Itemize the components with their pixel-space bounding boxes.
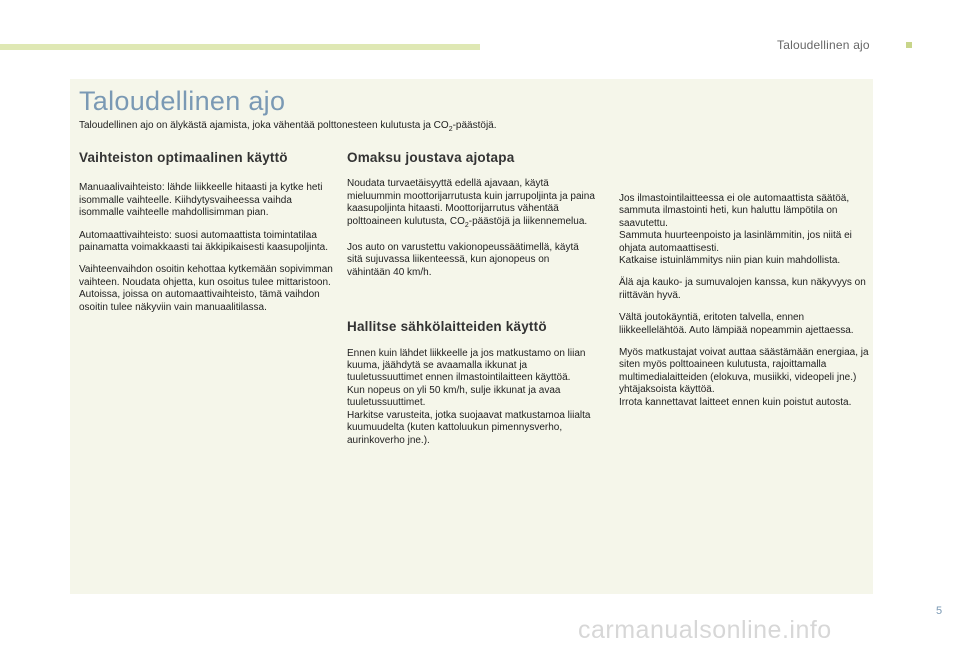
multimedia-text: Myös matkustajat voivat auttaa säästämään energiaa, ja siten myös polttoaineen kulutusta, rajoittamalla multimedialaitteiden (elokuva, musiikki, videopeli jne.) yhtäjaksoista käyttöä. (619, 347, 869, 396)
sun-protection-text: Harkitse varusteita, jotka suojaavat matkustamoa liialta kuumuudelta (kuten kattoluukun pimennysverho, aurinkoverho jne.). (347, 409, 591, 446)
paragraph-engine-braking (347, 178, 595, 232)
running-head: Taloudellinen ajo (777, 38, 870, 52)
paragraph-idling: Vältä joutokäyntiä, eritoten talvella, ennen liikkeellelähtöä. Auto lämpiää nopeammin ajettaessa. (619, 312, 854, 336)
column-gearbox (79, 152, 339, 324)
header-marker (906, 42, 912, 48)
engine-braking-text-end: -päästöjä ja liikennemelua. (468, 215, 588, 227)
heading-gearbox: Vaihteiston optimaalinen käyttö (79, 150, 288, 165)
paragraph-air-conditioning (619, 193, 869, 267)
intro-text-end: -päästöjä. (452, 120, 497, 131)
gear-indicator-auto-text: Autoissa, joissa on automaattivaihteisto, tämä vaihdon osoitin tulee näkyviin vain manuaalitilassa. (79, 289, 320, 313)
intro-text (79, 120, 859, 136)
intro-text-main: Taloudellinen ajo on älykästä ajamista, joka vähentää polttonesteen kulutusta ja CO (79, 120, 449, 131)
heading-electrical: Hallitse sähkölaitteiden käyttö (347, 319, 547, 335)
paragraph-ventilation (347, 348, 595, 447)
watermark: carmanualsonline.info (578, 616, 832, 644)
page-title: Taloudellinen ajo (79, 86, 286, 116)
paragraph-gear-indicator (79, 264, 339, 314)
ac-text: Jos ilmastointilaitteessa ei ole automaattista säätöä, sammuta ilmastointi heti, kun haluttu lämpötila on saavutettu. (619, 193, 850, 229)
column-electrical-tips (619, 193, 869, 419)
column-driving-style (347, 152, 595, 457)
header-accent-bar (0, 44, 480, 50)
paragraph-passengers (619, 347, 869, 409)
windows-text: Kun nopeus on yli 50 km/h, sulje ikkunat ja avaa tuuletussuuttimet. (347, 384, 561, 409)
paragraph-automatic-gearbox: Automaattivaihteisto: suosi automaattista toimintatilaa painamatta voimakkaasti tai äkkipikaisesti kaasupoljinta. (79, 229, 329, 254)
engine-braking-text: Noudata turvaetäisyyttä edellä ajavaan, käytä mieluummin moottorijarrutusta kuin jarrupoljinta ja paina kaasupoljinta hitaasti. Moottorijarrutus vähentää polttoaineen kulutusta, CO (347, 178, 595, 227)
intro-subscript: 2 (448, 126, 453, 133)
paragraph-manual-gearbox: Manuaalivaihteisto: lähde liikkeelle hitaasti ja kytke heti isommalle vaihteelle. Kiihdytysvaiheessa vaihda isommalle vaihteelle mahdollisimman pian. (79, 182, 323, 219)
heading-driving-style: Omaksu joustava ajotapa (347, 150, 515, 165)
demist-text: Sammuta huurteenpoisto ja lasinlämmitin, jos niitä ei ohjata automaattisesti. (619, 230, 852, 254)
gear-indicator-text: Vaihteenvaihdon osoitin kehottaa kytkemään sopivimman vaihteen. Noudata ohjetta, kun osoitus tulee mittaristoon. (79, 264, 333, 288)
paragraph-cruise-control: Jos auto on varustettu vakionopeussäätimellä, käytä sitä sujuvassa liikenteessä, kun ajonopeus on vähintään 40 km/h. (347, 242, 579, 278)
portable-devices-text: Irrota kannettavat laitteet ennen kuin poistut autosta. (619, 396, 852, 408)
seat-heating-text: Katkaise istuinlämmitys niin pian kuin mahdollista. (619, 255, 841, 267)
engine-braking-subscript: 2 (464, 221, 469, 229)
page-number: 5 (936, 605, 943, 617)
paragraph-lights: Älä aja kauko- ja sumuvalojen kanssa, kun näkyvyys on riittävän hyvä. (619, 277, 866, 301)
ventilation-text: Ennen kuin lähdet liikkeelle ja jos matkustamo on liian kuuma, jäähdytä se avaamalla ikkunat ja tuuletussuuttimet ennen ilmastointilaitteen käyttöä. (347, 347, 586, 384)
